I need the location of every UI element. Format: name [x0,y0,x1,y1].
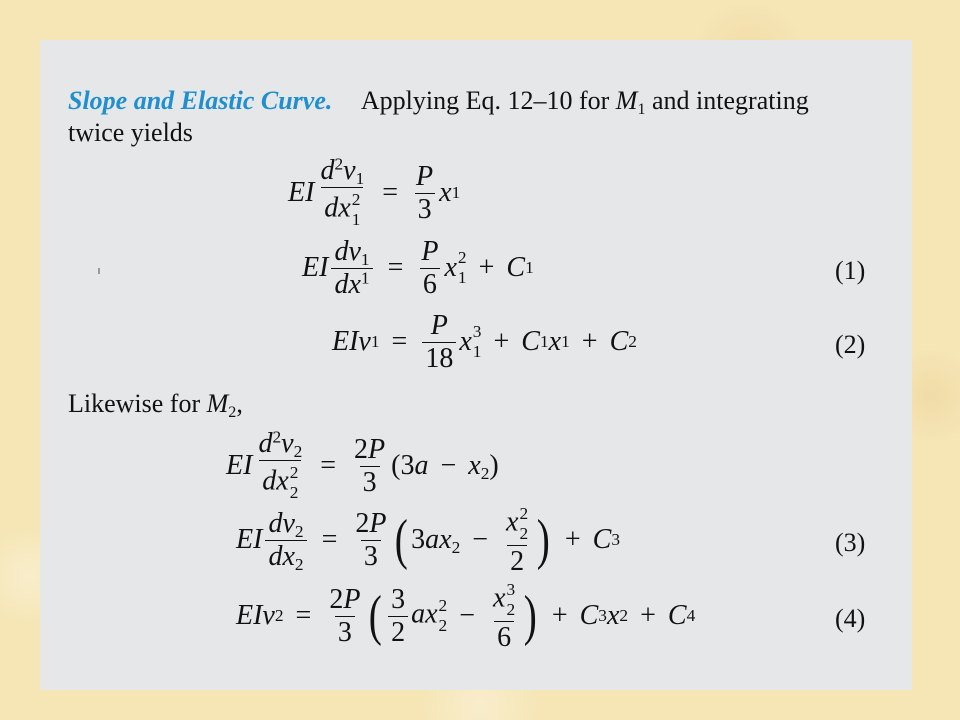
likewise-comma: , [236,389,243,418]
equation-3: EI $\frac{dv_2}{dx_2}$ = $\frac{2P}{3}$ ( $3ax_2$ − x 2 2 2 ) + C 3 [236,503,620,578]
equation-number-4: (4) [835,604,866,633]
section-heading: Slope and Elastic Curve. [68,86,333,115]
moment-subscript: 1 [637,100,646,118]
intro-line-1 [68,86,809,118]
equation-number-1: (1) [835,256,866,285]
intro-text: Applying Eq. 12–10 for [360,86,610,115]
equation-4: EIv 2 = $\frac{2P}{3}$ ( $\frac{3}{2}$ ax 2 2 − x 3 2 6 ) + C 3 x 2 + C 4 [236,579,696,654]
equation-a: EI $d^2v_1$ dx 2 1 = $\frac{P}{3}$ x 1 [288,154,461,229]
likewise-text: Likewise for [68,389,201,418]
equation-number-3: (3) [835,528,866,557]
intro-line-2: twice yields [68,118,193,147]
speck-mark [98,268,100,274]
equation-1: EI $\frac{dv_1}{dx^1}$ = $\frac{P}{6}$ x 2 1 + C 1 [302,235,534,300]
equation-b: EI $d^2v_2$ dx 2 2 = $\frac{2P}{3}$ (3a − $x_2$) [226,427,499,502]
likewise-line [68,389,243,421]
moment-2-subscript: 2 [228,403,237,421]
equation-2: EIv 1 = $\frac{P}{18}$ x 3 1 + C 1 x 1 + C 2 [332,309,637,374]
moment-symbol: M [615,86,638,115]
content-panel [40,40,912,690]
equation-number-2: (2) [835,330,866,359]
moment-2-symbol: M [206,389,229,418]
intro-text-end: and integrating [652,86,809,115]
